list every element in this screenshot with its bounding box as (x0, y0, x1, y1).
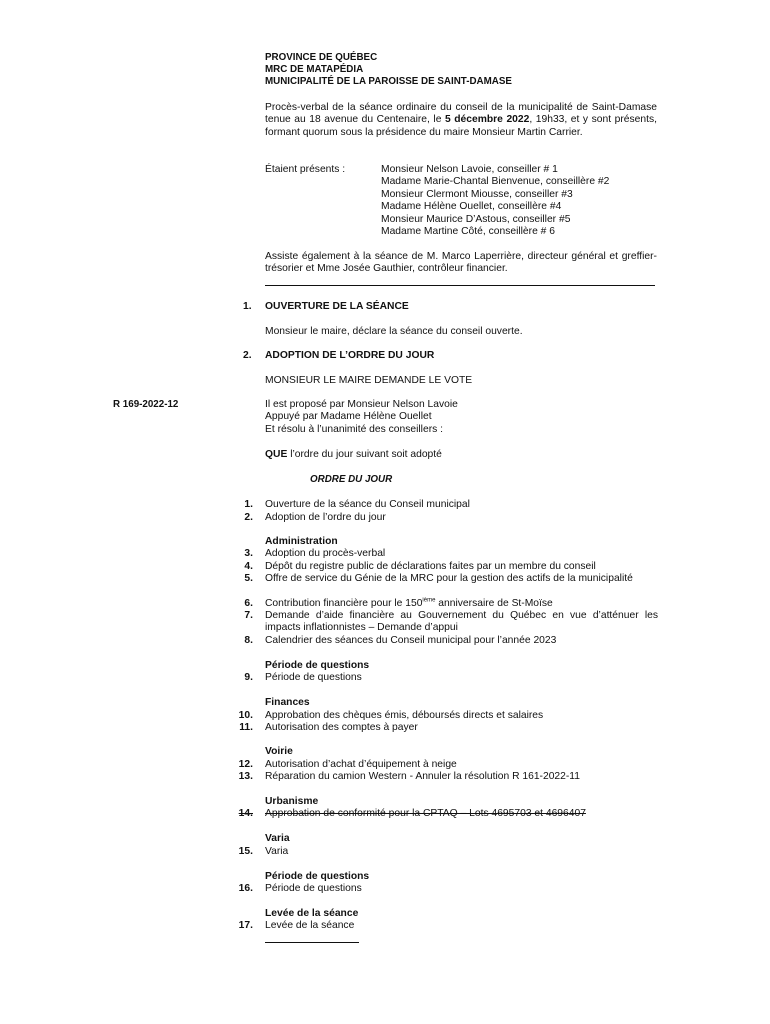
agenda-item-8-number: 8. (244, 635, 253, 646)
agenda-item-1: Ouverture de la séance du Conseil municipal (265, 499, 470, 510)
que-text: l’ordre du jour suivant soit adopté (287, 449, 442, 460)
agenda-item-6-text-b: anniversaire de St-Moïse (435, 598, 553, 609)
agenda-group-levee: Levée de la séance (265, 908, 359, 919)
resolution-motion (265, 399, 458, 436)
agenda-item-16-number: 16. (238, 883, 253, 894)
agenda-item-2: Adoption de l’ordre du jour (265, 512, 386, 523)
agenda-item-11: Autorisation des comptes à payer (265, 722, 418, 733)
meeting-date: 5 décembre 2022 (444, 114, 530, 126)
header-province: PROVINCE DE QUÉBEC (265, 52, 378, 63)
agenda-group-finances: Finances (265, 697, 310, 708)
agenda-item-6-number: 6. (244, 598, 253, 609)
member-5: Monsieur Maurice D’Astous, conseiller #5 (381, 213, 571, 225)
agenda-item-6-sup: ième (422, 597, 436, 604)
section-1-text: Monsieur le maire, déclare la séance du conseil ouverte. (265, 326, 523, 337)
section-2-text: MONSIEUR LE MAIRE DEMANDE LE VOTE (265, 375, 473, 386)
resolution-que (265, 449, 442, 461)
motion-seconded: Appuyé par Madame Hélène Ouellet (265, 411, 432, 423)
also-present-paragraph: Assiste également à la séance de M. Marco Laperrière, directeur général et greffier-trésorier et Mme Josée Gauthier, contrôleur financier. (265, 251, 657, 275)
agenda-item-15: Varia (265, 846, 289, 857)
resolution-number: R 169-2022-12 (113, 399, 179, 410)
section-2-title: ADOPTION DE L’ORDRE DU JOUR (265, 350, 435, 361)
agenda-item-13: Réparation du camion Western - Annuler la résolution R 161-2022-11 (265, 771, 580, 782)
agenda-item-5: Offre de service du Génie de la MRC pour la gestion des actifs de la municipalité (265, 573, 633, 584)
agenda-item-14: Approbation de conformité pour la CPTAQ – Lots 4695703 et 4696407 (265, 808, 586, 819)
agenda-item-3-number: 3. (244, 548, 253, 559)
presents-list (381, 164, 609, 238)
document-header (265, 52, 512, 89)
agenda-group-questions-1: Période de questions (265, 660, 370, 671)
section-1-title: OUVERTURE DE LA SÉANCE (265, 301, 409, 312)
agenda-item-1-number: 1. (244, 499, 253, 510)
agenda-item-15-number: 15. (238, 846, 253, 857)
agenda-item-10: Approbation des chèques émis, déboursés directs et salaires (265, 710, 544, 721)
section-1-number: 1. (243, 301, 252, 312)
member-1: Monsieur Nelson Lavoie, conseiller # 1 (381, 164, 558, 175)
agenda-item-4-number: 4. (244, 561, 253, 572)
agenda-item-5-number: 5. (244, 573, 253, 584)
member-4: Madame Hélène Ouellet, conseillère #4 (381, 201, 562, 213)
section-divider (265, 285, 655, 286)
agenda-item-7-number: 7. (244, 610, 253, 621)
agenda-item-12: Autorisation d’achat d’équipement à neige (265, 759, 457, 770)
agenda-item-10-number: 10. (238, 710, 253, 721)
agenda-item-3: Adoption du procès-verbal (265, 548, 386, 559)
agenda-item-9: Période de questions (265, 672, 362, 683)
agenda-item-14-number: 14. (238, 808, 253, 819)
agenda-item-17: Levée de la séance (265, 920, 355, 931)
agenda-item-17-number: 17. (238, 920, 253, 931)
agenda-group-voirie: Voirie (265, 746, 293, 757)
agenda-group-varia: Varia (265, 833, 290, 844)
agenda-item-9-number: 9. (244, 672, 253, 683)
agenda-item-16: Période de questions (265, 883, 362, 894)
agenda-group-urbanisme: Urbanisme (265, 796, 319, 807)
agenda-group-administration: Administration (265, 536, 338, 547)
agenda-item-4: Dépôt du registre public de déclarations faites par un membre du conseil (265, 561, 596, 572)
agenda-item-12-number: 12. (238, 759, 253, 770)
agenda-item-6 (265, 598, 553, 610)
member-3: Monsieur Clermont Miousse, conseiller #3 (381, 188, 573, 200)
agenda-title: ORDRE DU JOUR (310, 474, 393, 485)
agenda-item-7: Demande d’aide financière au Gouvernement du Québec en vue d’atténuer les impacts inflationnistes – Demande d’appui (265, 610, 658, 634)
member-6: Madame Martine Côté, conseillère # 6 (381, 226, 555, 238)
agenda-item-2-number: 2. (244, 512, 253, 523)
agenda-item-8: Calendrier des séances du Conseil municipal pour l’année 2023 (265, 635, 557, 646)
member-2: Madame Marie-Chantal Bienvenue, conseillère #2 (381, 176, 610, 188)
agenda-item-11-number: 11. (239, 722, 253, 733)
header-mrc: MRC DE MATAPÉDIA (265, 64, 364, 76)
presents-label: Étaient présents : (265, 164, 346, 175)
agenda-item-13-number: 13. (238, 771, 253, 782)
motion-proposed: Il est proposé par Monsieur Nelson Lavoie (265, 399, 458, 410)
agenda-group-questions-2: Période de questions (265, 871, 370, 882)
que-keyword: QUE (265, 449, 288, 460)
motion-resolved: Et résolu à l’unanimité des conseillers : (265, 423, 443, 435)
intro-paragraph (265, 102, 657, 139)
intro-part2: , 19h33, et y sont présents, formant quorum sous la présidence du maire Monsieur Martin Carrier. (265, 114, 657, 138)
intro-part1: Procès-verbal de la séance ordinaire du conseil de la municipalité de Saint-Damase tenue au 18 avenue du Centenaire, le (265, 102, 657, 126)
section-2-number: 2. (243, 350, 252, 361)
header-municipality: MUNICIPALITÉ DE LA PAROISSE DE SAINT-DAMASE (265, 76, 512, 88)
end-underline (265, 942, 359, 943)
agenda-item-6-text-a: Contribution financière pour le 150 (265, 598, 423, 609)
